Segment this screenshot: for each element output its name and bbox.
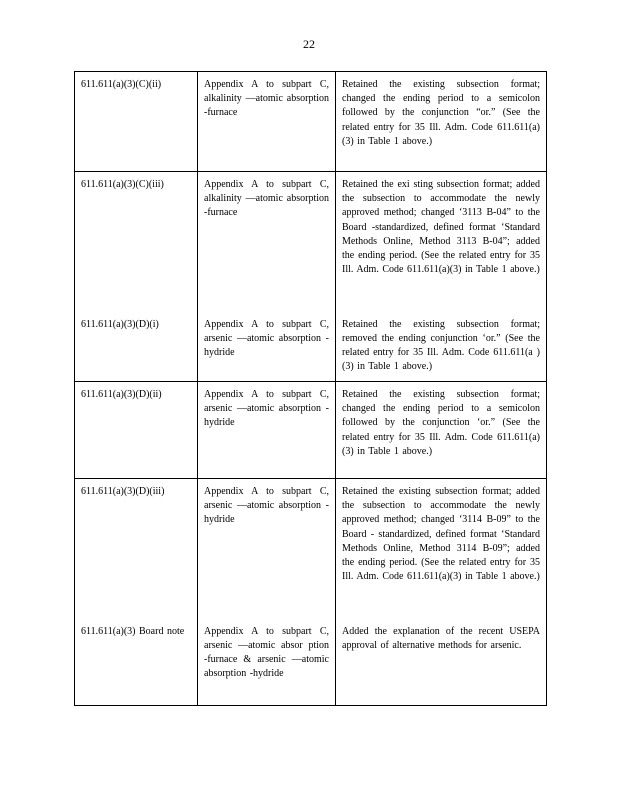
table-row <box>75 382 547 479</box>
page-number: 22 <box>303 37 315 51</box>
source-cell: Appendix A to subpart C, alkalinity —atomic absorption -furnace <box>198 172 336 312</box>
action-cell: Retained the existing subsection format; removed the ending conjunction ‘or.” (See the related entry for 35 Ill. Adm. Code 611.611(a )(3) in Table 1 above.) <box>336 312 547 382</box>
table-row <box>75 479 547 619</box>
section-cell: 611.611(a)(3)(D)(iii) <box>75 479 198 619</box>
table-row <box>75 72 547 172</box>
action-cell: Retained the exi sting subsection format; added the subsection to accommodate the newly approved method; changed ‘3113 B-04” to the Board -standardized, defined format ‘Standard Methods Online, Method 3113 B-04”; added the ending period. (See the related entry for 35 Ill. Adm. Code 611.611(a)(3) in Table 1 above.) <box>336 172 547 312</box>
table-row <box>75 172 547 312</box>
action-cell: Added the explanation of the recent USEPA approval of alternative methods for arsenic. <box>336 619 547 706</box>
source-cell: Appendix A to subpart C, arsenic —atomic absorption -hydride <box>198 479 336 619</box>
source-cell: Appendix A to subpart C, alkalinity —atomic absorption -furnace <box>198 72 336 172</box>
source-cell: Appendix A to subpart C, arsenic —atomic absorption -hydride <box>198 382 336 479</box>
section-cell: 611.611(a)(3)(C)(iii) <box>75 172 198 312</box>
amendments-table <box>74 71 547 706</box>
source-cell: Appendix A to subpart C, arsenic —atomic absor ption -furnace & arsenic —atomic absorption -hydride <box>198 619 336 706</box>
action-cell: Retained the existing subsection format; added the subsection to accommodate the newly approved method; changed ‘3114 B-09” to the Board - standardized, defined format ‘Standard Methods Online, Method 3114 B-09”; added the ending period. (See the related entry for 35 Ill. Adm. Code 611.611(a)(3) in Table 1 above.) <box>336 479 547 619</box>
action-cell: Retained the existing subsection format; changed the ending period to a semicolon followed by the conjunction ‘or.” (See the related entry for 35 Ill. Adm. Code 611.611(a)(3) in Table 1 above.) <box>336 382 547 479</box>
section-cell: 611.611(a)(3)(C)(ii) <box>75 72 198 172</box>
action-cell: Retained the existing subsection format; changed the ending period to a semicolon followed by the conjunction “or.” (See the related entry for 35 Ill. Adm. Code 611.611(a)(3) in Table 1 above.) <box>336 72 547 172</box>
table-row <box>75 619 547 706</box>
table-row <box>75 312 547 382</box>
source-cell: Appendix A to subpart C, arsenic —atomic absorption -hydride <box>198 312 336 382</box>
section-cell: 611.611(a)(3)(D)(ii) <box>75 382 198 479</box>
section-cell: 611.611(a)(3)(D)(i) <box>75 312 198 382</box>
section-cell: 611.611(a)(3) Board note <box>75 619 198 706</box>
